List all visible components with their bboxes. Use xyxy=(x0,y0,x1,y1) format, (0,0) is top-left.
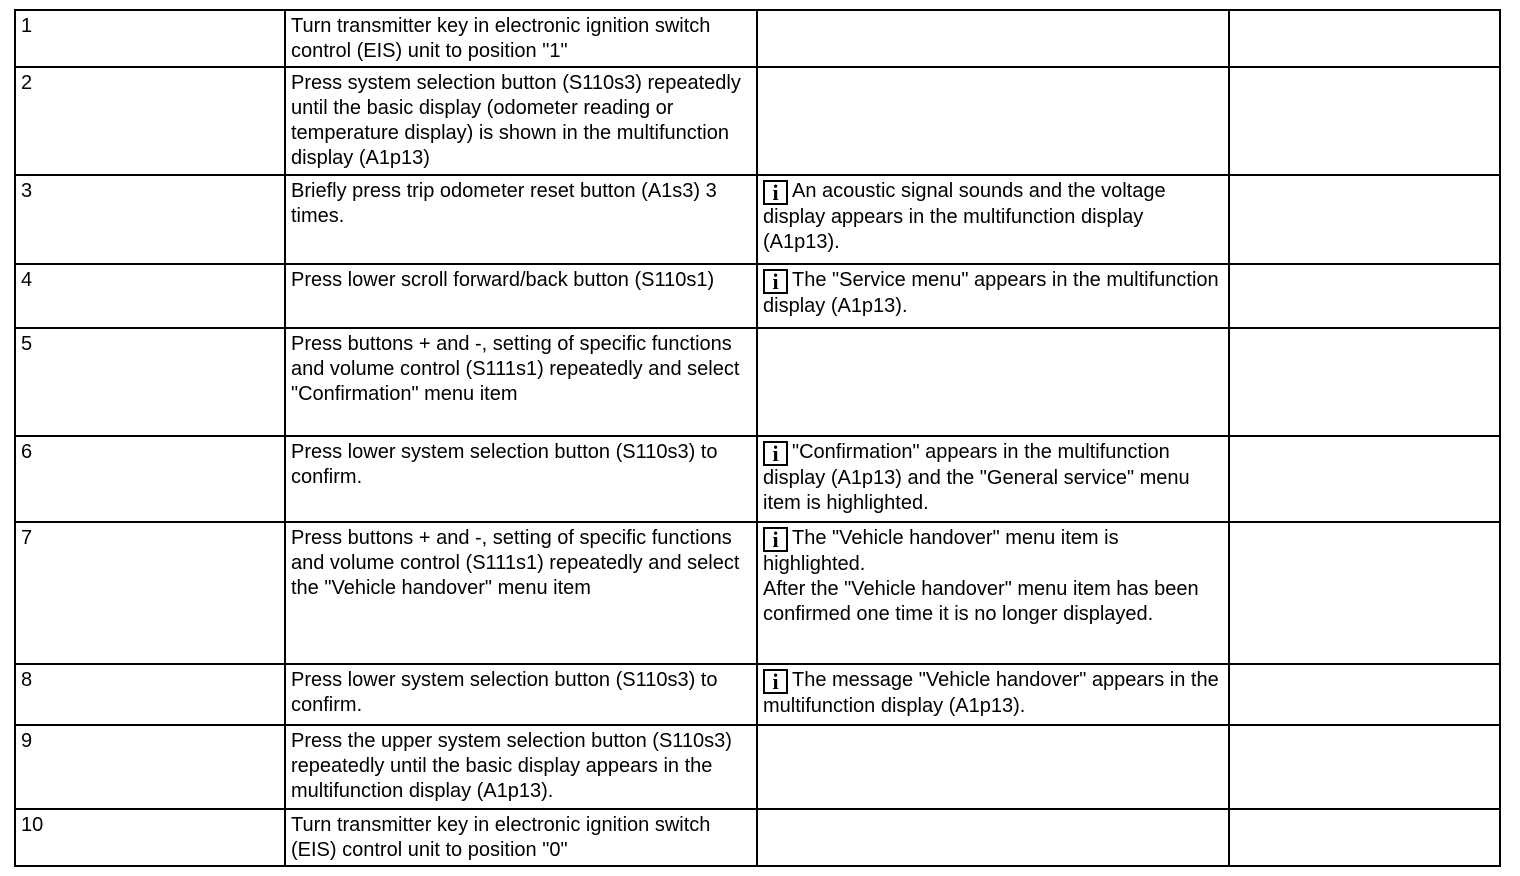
step-action: Press lower scroll forward/back button (S110s1) xyxy=(285,264,757,328)
step-action: Turn transmitter key in electronic ignition switch (EIS) control unit to position "0" xyxy=(285,809,757,866)
step-extra xyxy=(1229,809,1500,866)
step-result xyxy=(757,175,1229,264)
table-row xyxy=(15,809,1500,866)
step-extra xyxy=(1229,264,1500,328)
result-text: The "Service menu" appears in the multifunction display (A1p13). xyxy=(763,269,1219,317)
result-text: An acoustic signal sounds and the voltage display appears in the multifunction display (A1p13). xyxy=(763,180,1166,253)
step-extra xyxy=(1229,175,1500,264)
step-result xyxy=(757,664,1229,725)
table-row xyxy=(15,664,1500,725)
step-extra xyxy=(1229,664,1500,725)
step-action: Turn transmitter key in electronic ignition switch control (EIS) unit to position "1" xyxy=(285,10,757,67)
info-icon: i xyxy=(763,441,788,466)
step-action: Press system selection button (S110s3) repeatedly until the basic display (odometer reading or temperature display) is shown in the multifunction display (A1p13) xyxy=(285,67,757,175)
step-action: Press lower system selection button (S110s3) to confirm. xyxy=(285,664,757,725)
step-result xyxy=(757,725,1229,809)
step-action: Press lower system selection button (S110s3) to confirm. xyxy=(285,436,757,522)
info-icon: i xyxy=(763,527,788,552)
table-row xyxy=(15,67,1500,175)
step-number: 2 xyxy=(15,67,285,175)
step-action: Press the upper system selection button (S110s3) repeatedly until the basic display appears in the multifunction display (A1p13). xyxy=(285,725,757,809)
table-row xyxy=(15,264,1500,328)
table-row xyxy=(15,10,1500,67)
step-result xyxy=(757,264,1229,328)
procedure-table xyxy=(14,9,1501,867)
step-extra xyxy=(1229,436,1500,522)
step-number: 6 xyxy=(15,436,285,522)
table-row xyxy=(15,175,1500,264)
step-result xyxy=(757,67,1229,175)
step-result xyxy=(757,10,1229,67)
result-text: The "Vehicle handover" menu item is highlighted. xyxy=(763,527,1119,575)
step-extra xyxy=(1229,67,1500,175)
step-result xyxy=(757,809,1229,866)
info-icon: i xyxy=(763,269,788,294)
info-icon: i xyxy=(763,180,788,205)
step-number: 8 xyxy=(15,664,285,725)
step-extra xyxy=(1229,522,1500,664)
info-icon: i xyxy=(763,669,788,694)
table-row xyxy=(15,522,1500,664)
step-action: Press buttons + and -, setting of specific functions and volume control (S111s1) repeatedly and select "Confirmation" menu item xyxy=(285,328,757,436)
step-result xyxy=(757,436,1229,522)
step-number: 10 xyxy=(15,809,285,866)
step-extra xyxy=(1229,328,1500,436)
table-row xyxy=(15,328,1500,436)
step-action: Press buttons + and -, setting of specific functions and volume control (S111s1) repeatedly and select the "Vehicle handover" menu item xyxy=(285,522,757,664)
result-text: The message "Vehicle handover" appears in the multifunction display (A1p13). xyxy=(763,669,1219,717)
step-extra xyxy=(1229,725,1500,809)
step-number: 3 xyxy=(15,175,285,264)
step-result xyxy=(757,522,1229,664)
result-text: After the "Vehicle handover" menu item has been confirmed one time it is no longer displayed. xyxy=(763,578,1199,625)
table-row xyxy=(15,436,1500,522)
step-number: 7 xyxy=(15,522,285,664)
result-text: "Confirmation" appears in the multifunction display (A1p13) and the "General service" menu item is highlighted. xyxy=(763,441,1190,514)
table-row xyxy=(15,725,1500,809)
step-result xyxy=(757,328,1229,436)
step-number: 4 xyxy=(15,264,285,328)
step-number: 5 xyxy=(15,328,285,436)
step-extra xyxy=(1229,10,1500,67)
step-number: 9 xyxy=(15,725,285,809)
step-action: Briefly press trip odometer reset button (A1s3) 3 times. xyxy=(285,175,757,264)
step-number: 1 xyxy=(15,10,285,67)
